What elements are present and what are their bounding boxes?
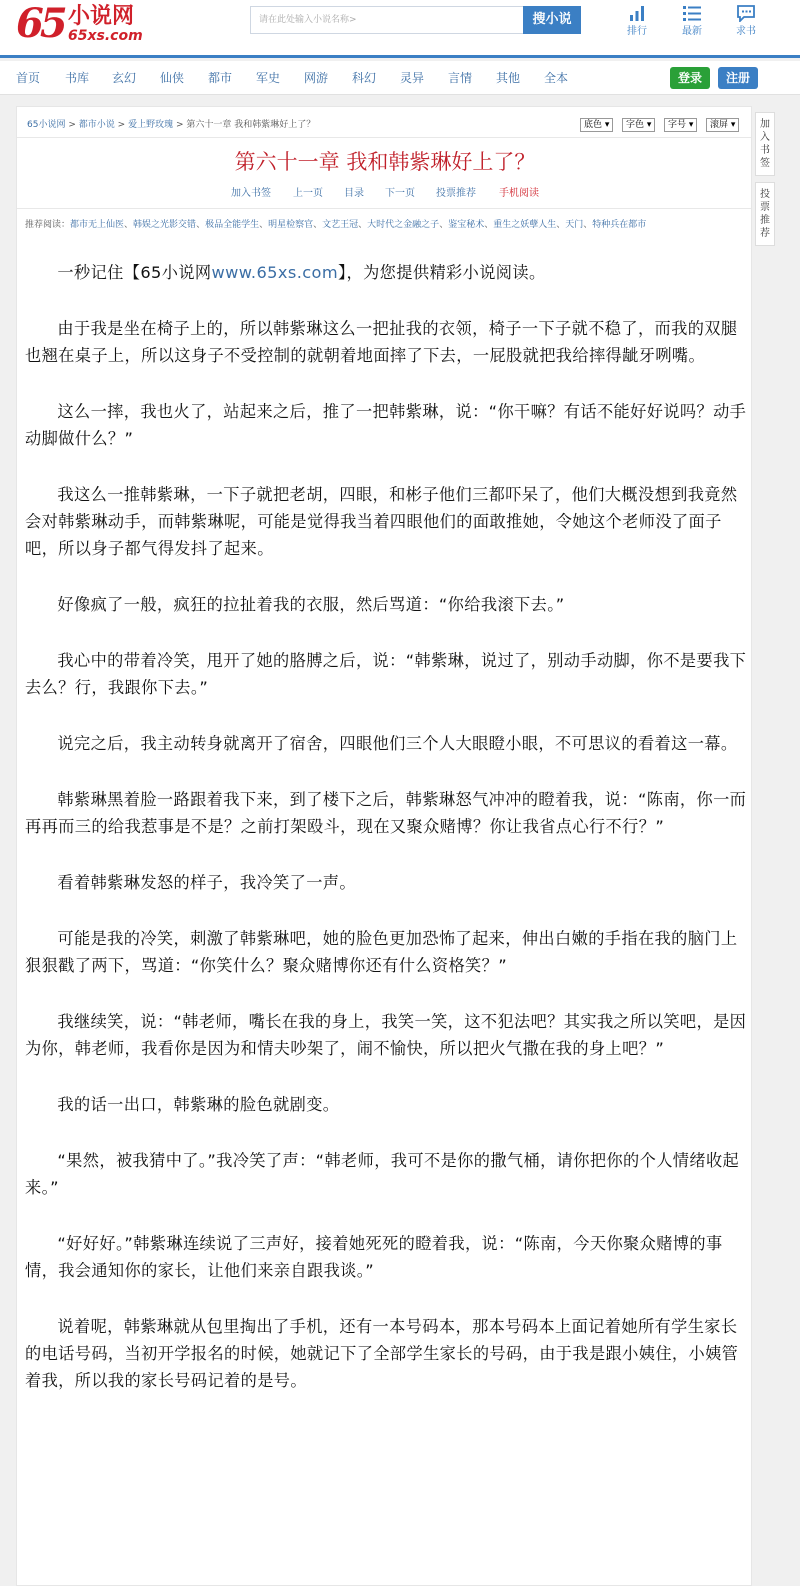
header-link-request[interactable] (726, 4, 766, 38)
breadcrumb-current: 第六十一章 我和韩紫琳好上了？ (186, 120, 316, 130)
nav-other[interactable]: 其他 (496, 71, 521, 85)
header-link-label: 排行 (627, 26, 647, 37)
vote-link[interactable]: 投票推荐 (436, 188, 476, 199)
recommend-item[interactable]: 文艺王冠 (322, 220, 359, 230)
header-link-label: 求书 (736, 26, 756, 37)
prev-page-link[interactable]: 上一页 (293, 188, 323, 199)
content-paragraph: 这么一摔，我也火了，站起来之后，推了一把韩紫琳，说：“你干嘛？有话不能好好说吗？动手动脚做什么？” (25, 402, 747, 448)
chapter-content (25, 259, 747, 1423)
bg-color-select[interactable]: 底色 ▾ (580, 118, 613, 132)
recommend-item[interactable]: 大时代之金融之子 (367, 220, 440, 230)
breadcrumb-separator: > (175, 120, 184, 130)
divider (17, 137, 752, 138)
side-bookmark-button[interactable]: 加入书签 (755, 112, 775, 176)
bar-chart-icon (627, 4, 647, 22)
breadcrumb-separator: > (68, 120, 76, 130)
select-label: 底色 (584, 120, 603, 130)
nav-xuanhuan[interactable]: 玄幻 (112, 71, 137, 85)
recommend-label: 推荐阅读： (25, 220, 71, 230)
reading-panel (16, 106, 752, 1586)
content-paragraph: 好像疯了一般，疯狂的拉扯着我的衣服，然后骂道：“你给我滚下去。” (57, 595, 565, 614)
intro-paragraph (25, 259, 747, 286)
side-vote-button[interactable]: 投票推荐 (755, 182, 775, 246)
nav-online-game[interactable]: 网游 (304, 71, 329, 85)
logo-name: 小说网 (68, 4, 135, 29)
select-label: 字号 (668, 120, 687, 130)
content-paragraph: 可能是我的冷笑，刺激了韩紫琳吧，她的脸色更加恐怖了起来，伸出白嫩的手指在我的脑门上狠狠戳了两下，骂道：“你笑什么？聚众赌博你还有什么资格笑？” (25, 929, 738, 975)
breadcrumb-separator: > (117, 120, 126, 130)
register-button[interactable]: 注册 (718, 67, 758, 89)
nav-romance[interactable]: 言情 (448, 71, 473, 85)
recommend-item[interactable]: 重生之妖孽人生 (493, 220, 557, 230)
nav-urban[interactable]: 都市 (208, 71, 233, 85)
breadcrumb (27, 119, 315, 131)
intro-text: 一秒记住【65小说网 (57, 263, 212, 282)
recommend-item[interactable]: 明星检察官 (268, 220, 314, 230)
intro-domain: www.65xs.com (211, 263, 339, 282)
mobile-read-link[interactable]: 手机阅读 (499, 188, 539, 199)
breadcrumb-site[interactable]: 65小说网 (27, 120, 66, 130)
login-button[interactable]: 登录 (670, 67, 710, 89)
nav-xianxia[interactable]: 仙侠 (160, 71, 185, 85)
logo-number: 65 (16, 0, 64, 47)
site-header (0, 0, 800, 58)
select-label: 滚屏 (710, 120, 729, 130)
site-logo[interactable] (16, 2, 156, 48)
nav-military[interactable]: 军史 (256, 71, 281, 85)
nav-complete[interactable]: 全本 (544, 71, 569, 85)
nav-scifi[interactable]: 科幻 (352, 71, 377, 85)
recommend-list: 推荐阅读：都市无上仙医、韩娱之光影交错、极品全能学生、明星检察官、文艺王冠、大时代之金融之子、鉴宝秘术、重生之妖孽人生、天门、特种兵在都市 (25, 220, 647, 230)
recommend-item[interactable]: 特种兵在都市 (592, 220, 647, 230)
header-link-latest[interactable] (672, 4, 712, 38)
content-paragraph: 说着呢，韩紫琳就从包里掏出了手机，还有一本号码本，那本号码本上面记着她所有学生家长的电话号码，当初开学报名的时候，她就记下了全部学生家长的号码，由于我是跟小姨住，小姨管着我，所以我的家长号码记着的是号。 (25, 1317, 739, 1390)
recommend-item[interactable]: 鉴宝秘术 (448, 220, 485, 230)
content-paragraph: “果然，被我猜中了。”我冷笑了声：“韩老师，我可不是你的撒气桶，请你把你的个人情绪收起来。” (25, 1151, 740, 1197)
list-icon (682, 4, 702, 22)
recommend-item[interactable]: 天门 (565, 220, 584, 230)
nav-library[interactable]: 书库 (65, 71, 90, 85)
recommend-item[interactable]: 极品全能学生 (205, 220, 260, 230)
content-paragraph: 我继续笑，说：“韩老师，嘴长在我的身上，我笑一笑，这不犯法吧？其实我之所以笑吧，是因为你，韩老师，我看你是因为和情夫吵架了，闹不愉快，所以把火气撒在我的身上吧？” (25, 1012, 747, 1058)
autoscroll-select[interactable]: 滚屏 ▾ (706, 118, 739, 132)
nav-home[interactable]: 首页 (16, 71, 41, 85)
add-bookmark-link[interactable]: 加入书签 (231, 188, 271, 199)
content-paragraph: 我心中的带着冷笑，甩开了她的胳膊之后，说：“韩紫琳，说过了，别动手动脚，你不是要我下去么？行，我跟你下去。” (25, 651, 747, 697)
chapter-title: 第六十一章 我和韩紫琳好上了？ (234, 150, 536, 174)
content-paragraph: “好好好。”韩紫琳连续说了三声好，接着她死死的瞪着我，说：“陈南，今天你聚众赌博的事情，我会通知你的家长，让他们来亲自跟我谈。” (25, 1234, 723, 1280)
search-input[interactable]: 请在此处输入小说名称> (250, 6, 523, 34)
recommend-item[interactable]: 都市无上仙医 (70, 220, 125, 230)
font-color-select[interactable]: 字色 ▾ (622, 118, 655, 132)
header-link-label: 最新 (682, 26, 702, 37)
content-paragraph: 由于我是坐在椅子上的，所以韩紫琳这么一把扯我的衣领，椅子一下子就不稳了，而我的双腿也翘在桌子上，所以这身子不受控制的就朝着地面摔了下去，一屁股就把我给摔得龇牙咧嘴。 (25, 319, 738, 365)
search-button[interactable]: 搜小说 (523, 6, 581, 34)
nav-supernatural[interactable]: 灵异 (400, 71, 425, 85)
intro-text: 】，为您提供精彩小说阅读。 (338, 263, 546, 282)
content-paragraph: 我的话一出口，韩紫琳的脸色就剧变。 (57, 1095, 340, 1114)
chapter-links (17, 187, 752, 201)
content-paragraph: 我这么一推韩紫琳，一下子就把老胡，四眼，和彬子他们三都吓呆了，他们大概没想到我竟然会对韩紫琳动手，而韩紫琳呢，可能是觉得我当着四眼他们的面敢推她，令她这个老师没了面子吧，所以身子都气得发抖了起来。 (25, 485, 738, 558)
logo-domain: 65xs.com (68, 28, 143, 44)
chat-icon (736, 4, 756, 22)
next-page-link[interactable]: 下一页 (385, 188, 415, 199)
content-paragraph: 说完之后，我主动转身就离开了宿舍，四眼他们三个人大眼瞪小眼，不可思议的看着这一幕。 (57, 734, 738, 753)
divider (17, 208, 752, 209)
font-size-select[interactable]: 字号 ▾ (664, 118, 697, 132)
breadcrumb-book[interactable]: 爱上野玫瑰 (128, 120, 174, 130)
recommend-item[interactable]: 韩娱之光影交错 (133, 220, 197, 230)
breadcrumb-category[interactable]: 都市小说 (78, 120, 115, 130)
content-paragraph: 看着韩紫琳发怒的样子，我冷笑了一声。 (57, 873, 356, 892)
header-link-ranking[interactable] (617, 4, 657, 38)
toc-link[interactable]: 目录 (344, 188, 364, 199)
select-label: 字色 (626, 120, 645, 130)
content-paragraph: 韩紫琳黑着脸一路跟着我下来，到了楼下之后，韩紫琳怒气冲冲的瞪着我，说：“陈南，你一而再再而三的给我惹事是不是？之前打架殴斗，现在又聚众赌博？你让我省点心行不行？” (25, 790, 747, 836)
side-toolbar (755, 112, 775, 252)
